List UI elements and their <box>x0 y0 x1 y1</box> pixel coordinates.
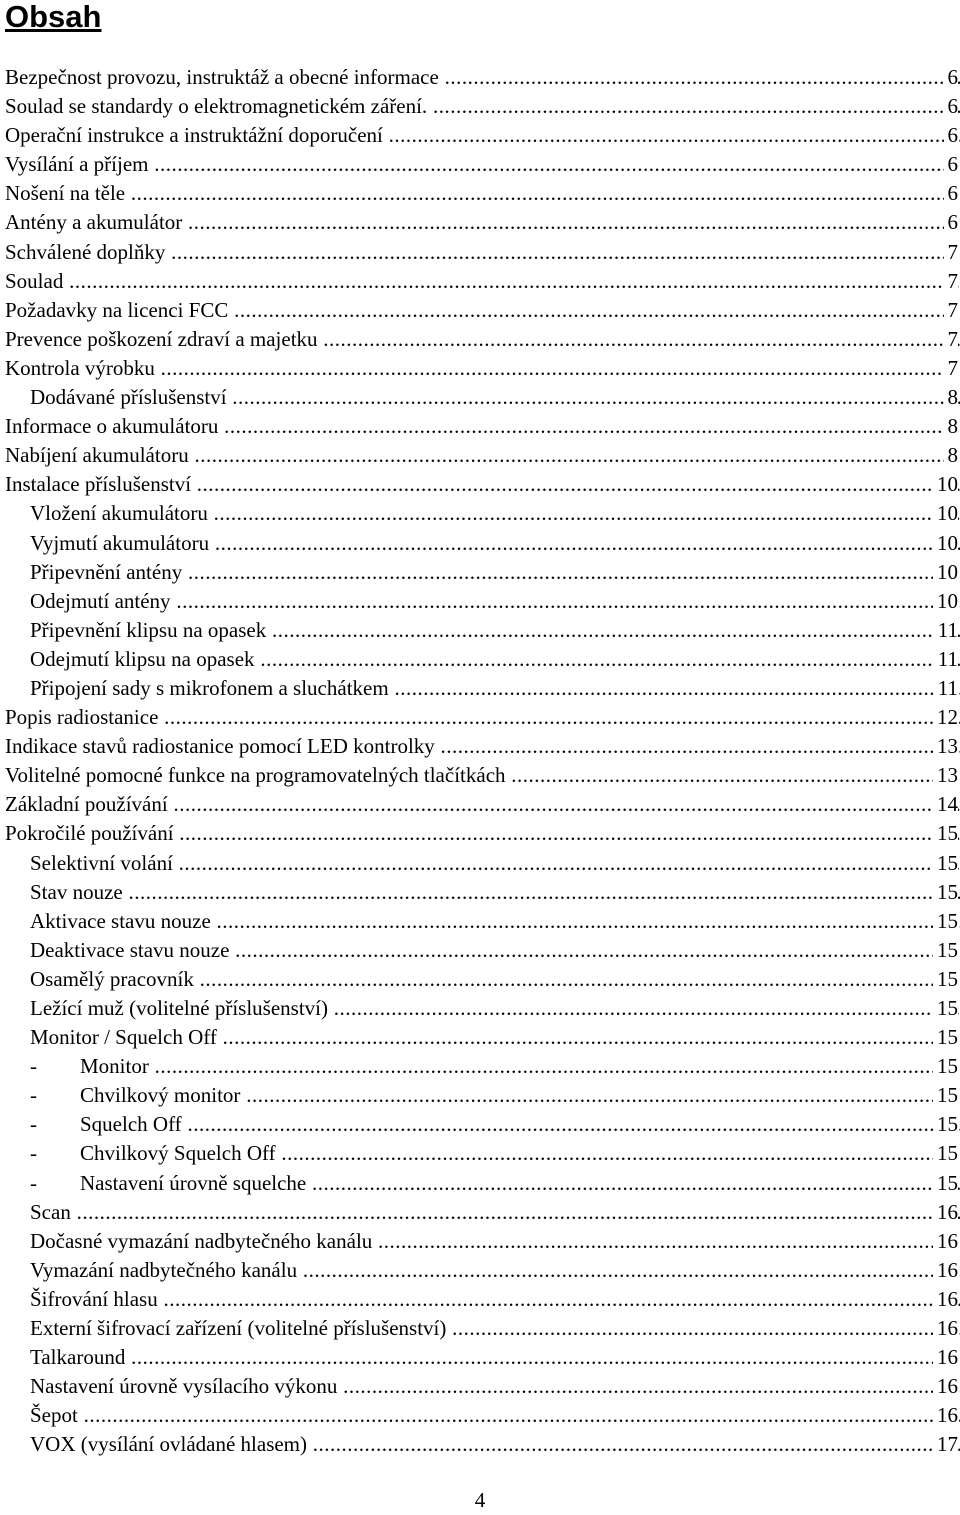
toc-entry[interactable] <box>0 849 960 878</box>
toc-entry[interactable] <box>0 441 960 470</box>
toc-entry[interactable] <box>0 674 960 703</box>
toc-entry-label <box>30 1139 960 1168</box>
toc-entry-text: Odejmutí klipsu na opasek <box>30 646 255 671</box>
toc-entry[interactable] <box>0 1430 960 1459</box>
toc-entry-text: Soulad se standardy o elektromagnetickém záření. <box>5 94 428 119</box>
toc-entry-text: Talkaround <box>30 1345 126 1370</box>
toc-entry-dash: - <box>30 1112 37 1137</box>
toc-entry[interactable] <box>0 383 960 412</box>
toc-entry-page-number: 15 <box>933 1052 958 1081</box>
toc-entry-label <box>5 238 960 267</box>
toc-entry-text: Šifrování hlasu <box>30 1286 158 1311</box>
toc-entry-text: Monitor <box>80 1054 149 1079</box>
toc-entry-text: Chvilkový Squelch Off <box>80 1141 276 1166</box>
toc-entry[interactable] <box>0 470 960 499</box>
toc-entry-text: Volitelné pomocné funkce na programovatelných tlačítkách <box>5 763 506 788</box>
toc-entry[interactable] <box>0 1139 960 1168</box>
toc-entry-label <box>30 936 960 965</box>
toc-entry[interactable] <box>0 1343 960 1372</box>
toc-entry[interactable] <box>0 412 960 441</box>
toc-entry-page-number: 16 <box>933 1256 958 1285</box>
toc-entry-text: Chvilkový monitor <box>80 1083 241 1108</box>
toc-entry-label <box>5 441 960 470</box>
page-title: Obsah <box>5 0 102 34</box>
toc-entry-label <box>30 1227 960 1256</box>
toc-entry-label <box>30 907 960 936</box>
toc-entry-label <box>5 179 960 208</box>
toc-entry[interactable] <box>0 790 960 819</box>
toc-entry[interactable] <box>0 819 960 848</box>
toc-entry-page-number: 16 <box>933 1372 958 1401</box>
toc-entry-label <box>5 790 960 819</box>
toc-entry-text: Squelch Off <box>80 1112 182 1137</box>
toc-entry-page-number: 14 <box>933 790 958 819</box>
toc-entry-text: Aktivace stavu nouze <box>30 908 211 933</box>
toc-entry-page-number: 8 <box>944 412 959 441</box>
toc-entry-label <box>30 616 960 645</box>
toc-entry-page-number: 10 <box>933 499 958 528</box>
toc-entry-text: Odejmutí antény <box>30 588 171 613</box>
toc-entry[interactable] <box>0 1227 960 1256</box>
toc-entry-text: Externí šifrovací zařízení (volitelné příslušenství) <box>30 1316 447 1341</box>
toc-entry-label <box>5 267 960 296</box>
toc-entry[interactable] <box>0 63 960 92</box>
toc-entry-page-number: 13 <box>933 761 958 790</box>
toc-entry[interactable] <box>0 1052 960 1081</box>
toc-entry[interactable] <box>0 1198 960 1227</box>
toc-entry[interactable] <box>0 296 960 325</box>
toc-entry-label <box>5 819 960 848</box>
toc-entry-page-number: 6 <box>944 63 959 92</box>
toc-entry-text: Prevence poškození zdraví a majetku <box>5 326 318 351</box>
toc-entry-label <box>30 1198 960 1227</box>
toc-entry-dash: - <box>30 1054 37 1079</box>
toc-entry-text: Popis radiostanice <box>5 705 159 730</box>
toc-entry-text: Operační instrukce a instruktážní doporučení <box>5 123 383 148</box>
toc-entry-text: Připojení sady s mikrofonem a sluchátkem <box>30 675 389 700</box>
toc-entry[interactable] <box>0 965 960 994</box>
toc-entry-text: Osamělý pracovník <box>30 966 194 991</box>
toc-entry[interactable] <box>0 907 960 936</box>
toc-entry[interactable] <box>0 267 960 296</box>
toc-entry-page-number: 10 <box>933 529 958 558</box>
toc-entry-label <box>30 965 960 994</box>
toc-entry[interactable] <box>0 1023 960 1052</box>
toc-entry-page-number: 7 <box>944 267 959 296</box>
toc-entry-text: Dodávané příslušenství <box>30 385 227 410</box>
toc-entry-page-number: 6 <box>944 92 959 121</box>
toc-entry-label <box>30 1401 960 1430</box>
toc-entry-page-number: 15 <box>933 1110 958 1139</box>
toc-entry-text: Vložení akumulátoru <box>30 501 208 526</box>
toc-entry-label <box>5 208 960 237</box>
toc-entry-label <box>5 325 960 354</box>
toc-entry-page-number: 15 <box>933 1139 958 1168</box>
toc-entry-label <box>5 761 960 790</box>
toc-entry-label <box>30 1081 960 1110</box>
toc-entry-label <box>30 994 960 1023</box>
toc-entry-page-number: 7 <box>944 296 959 325</box>
toc-entry-page-number: 15 <box>933 1023 958 1052</box>
toc-entry-dash: - <box>30 1083 37 1108</box>
toc-entry-label <box>5 63 960 92</box>
toc-entry-label <box>30 849 960 878</box>
toc-entry[interactable] <box>0 732 960 761</box>
toc-entry-page-number: 13 <box>933 732 958 761</box>
toc-entry-text: VOX (vysílání ovládané hlasem) <box>30 1432 308 1457</box>
toc-entry-page-number: 16 <box>933 1285 958 1314</box>
toc-entry-text: Selektivní volání <box>30 850 173 875</box>
toc-entry-text: Nastavení úrovně vysílacího výkonu <box>30 1374 338 1399</box>
toc-entry[interactable] <box>0 121 960 150</box>
toc-entry-page-number: 16 <box>933 1343 958 1372</box>
toc-entry-page-number: 12 <box>933 703 958 732</box>
toc-entry-label <box>30 645 960 674</box>
toc-entry-text: Základní používání <box>5 792 168 817</box>
toc-entry[interactable] <box>0 558 960 587</box>
toc-entry[interactable] <box>0 499 960 528</box>
toc-entry-label <box>5 150 960 179</box>
toc-entry-label <box>30 1256 960 1285</box>
toc-entry[interactable] <box>0 587 960 616</box>
toc-entry-page-number: 17 <box>933 1430 958 1459</box>
toc-entry-page-number: 15 <box>933 936 958 965</box>
toc-entry-text: Scan <box>30 1199 71 1224</box>
toc-entry-text: Monitor / Squelch Off <box>30 1025 217 1050</box>
toc-entry-page-number: 7 <box>944 354 959 383</box>
toc-entry-text: Nastavení úrovně squelche <box>80 1170 307 1195</box>
toc-entry-page-number: 6 <box>944 150 959 179</box>
toc-entry-text: Deaktivace stavu nouze <box>30 937 230 962</box>
toc-entry-label <box>30 529 960 558</box>
toc-entry-label <box>5 732 960 761</box>
toc-entry[interactable] <box>0 325 960 354</box>
toc-entry[interactable] <box>0 1401 960 1430</box>
toc-entry-page-number: 15 <box>933 994 958 1023</box>
toc-entry[interactable] <box>0 645 960 674</box>
toc-entry-page-number: 10 <box>933 470 958 499</box>
toc-entry-label <box>30 1343 960 1372</box>
toc-entry-page-number: 6 <box>944 121 959 150</box>
toc-entry-page-number: 8 <box>944 441 959 470</box>
toc-entry-text: Vyjmutí akumulátoru <box>30 530 210 555</box>
toc-entry[interactable] <box>0 936 960 965</box>
toc-entry-page-number: 15 <box>933 965 958 994</box>
toc-entry[interactable] <box>0 878 960 907</box>
toc-entry[interactable] <box>0 761 960 790</box>
toc-entry-text: Instalace příslušenství <box>5 472 192 497</box>
toc-entry-label <box>5 296 960 325</box>
toc-entry-label <box>30 1052 960 1081</box>
toc-entry-dash: - <box>30 1141 37 1166</box>
toc-entry-page-number: 7 <box>944 238 959 267</box>
toc-entry-label <box>30 878 960 907</box>
toc-entry-text: Bezpečnost provozu, instruktáž a obecné informace <box>5 65 439 89</box>
toc-entry-text: Indikace stavů radiostanice pomocí LED kontrolky <box>5 734 435 759</box>
toc-entry-text: Vysílání a příjem <box>5 152 149 177</box>
toc-entry-page-number: 15 <box>933 907 958 936</box>
toc-entry-text: Ležící muž (volitelné příslušenství) <box>30 996 328 1020</box>
toc-entry-page-number: 15 <box>933 849 958 878</box>
toc-entry[interactable] <box>0 1081 960 1110</box>
toc-entry[interactable] <box>0 529 960 558</box>
toc-entry-text: Informace o akumulátoru <box>5 414 219 439</box>
toc-entry-text: Pokročilé používání <box>5 821 174 846</box>
toc-entry[interactable] <box>0 208 960 237</box>
toc-entry-text: Kontrola výrobku <box>5 355 155 380</box>
toc-entry-label <box>30 1314 960 1343</box>
toc-entry[interactable] <box>0 994 960 1023</box>
toc-entry-label <box>30 1372 960 1401</box>
toc-entry[interactable] <box>0 238 960 267</box>
toc-entry-page-number: 11 <box>934 645 958 674</box>
page-number: 4 <box>474 1488 486 1512</box>
toc-entry-label <box>30 1023 960 1052</box>
toc-entry-page-number: 7 <box>944 325 959 354</box>
toc-entry-label <box>5 470 960 499</box>
toc-entry-label <box>30 587 960 616</box>
toc-entry[interactable] <box>0 1372 960 1401</box>
toc-entry-label <box>30 1430 960 1459</box>
toc-entry-page-number: 10 <box>933 558 958 587</box>
table-of-contents <box>0 63 960 1460</box>
toc-entry-text: Antény a akumulátor <box>5 210 183 235</box>
toc-entry-label <box>5 412 960 441</box>
toc-entry-text: Vymazání nadbytečného kanálu <box>30 1257 298 1282</box>
toc-entry-label <box>5 354 960 383</box>
toc-entry-dash: - <box>30 1170 37 1195</box>
toc-entry-page-number: 10 <box>933 587 958 616</box>
toc-entry-label <box>5 92 960 121</box>
toc-entry-text: Dočasné vymazání nadbytečného kanálu <box>30 1228 373 1253</box>
toc-entry-text: Požadavky na licenci FCC <box>5 297 229 322</box>
toc-entry[interactable] <box>0 1169 960 1198</box>
toc-entry[interactable] <box>0 1314 960 1343</box>
toc-entry-page-number: 11 <box>934 674 958 703</box>
toc-entry[interactable] <box>0 1110 960 1139</box>
toc-entry[interactable] <box>0 1285 960 1314</box>
toc-entry-page-number: 15 <box>933 878 958 907</box>
toc-entry-label <box>30 558 960 587</box>
toc-entry-text: Schválené doplňky <box>5 239 166 264</box>
toc-entry-page-number: 16 <box>933 1314 958 1343</box>
toc-entry-text: Šepot <box>30 1403 78 1428</box>
toc-entry-page-number: 15 <box>933 1169 958 1198</box>
toc-entry-page-number: 6 <box>944 179 959 208</box>
toc-entry[interactable] <box>0 354 960 383</box>
toc-entry-label <box>30 674 960 703</box>
toc-entry-text: Soulad <box>5 268 64 293</box>
toc-entry-label <box>5 703 960 732</box>
toc-entry-text: Nošení na těle <box>5 181 126 206</box>
toc-entry-text: Nabíjení akumulátoru <box>5 443 189 468</box>
toc-entry-page-number: 16 <box>933 1198 958 1227</box>
toc-entry-page-number: 6 <box>944 208 959 237</box>
toc-entry-page-number: 16 <box>933 1227 958 1256</box>
toc-entry[interactable] <box>0 616 960 645</box>
toc-entry-label <box>30 499 960 528</box>
toc-entry-text: Stav nouze <box>30 879 123 904</box>
toc-entry-label <box>5 121 960 150</box>
toc-entry[interactable] <box>0 150 960 179</box>
toc-entry-text: Připevnění klipsu na opasek <box>30 617 267 642</box>
toc-entry-label <box>30 1110 960 1139</box>
toc-entry-page-number: 8 <box>944 383 959 412</box>
toc-entry-label <box>30 1285 960 1314</box>
toc-entry-page-number: 15 <box>933 1081 958 1110</box>
toc-entry[interactable] <box>0 1256 960 1285</box>
toc-entry-page-number: 16 <box>933 1401 958 1430</box>
toc-entry-page-number: 15 <box>933 819 958 848</box>
toc-entry[interactable] <box>0 179 960 208</box>
toc-entry[interactable] <box>0 703 960 732</box>
toc-entry-page-number: 11 <box>934 616 958 645</box>
toc-entry-label <box>30 383 960 412</box>
toc-entry-text: Připevnění antény <box>30 559 183 584</box>
toc-entry[interactable] <box>0 92 960 121</box>
toc-entry-label <box>30 1169 960 1198</box>
